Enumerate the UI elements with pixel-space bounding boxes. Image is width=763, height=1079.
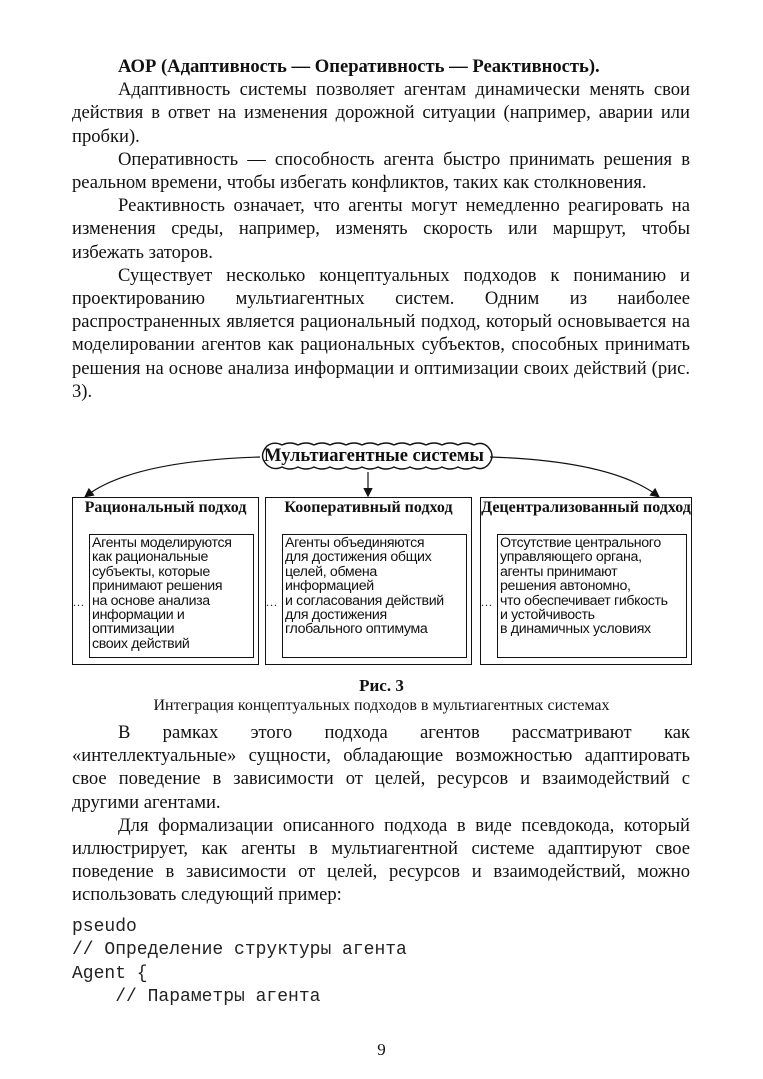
figure-diagram — [72, 441, 692, 671]
bottom-text-block — [72, 721, 690, 907]
box-decentralized-text: Отсутствие центрального управляющего органа, агенты принимают решения автономно, что обеспечивает гибкость и устойчивость в динамичных условиях — [497, 534, 687, 658]
code-line: // Параметры агента — [72, 987, 321, 1008]
dotted-connector: ... — [481, 595, 493, 609]
box-rational — [72, 497, 259, 665]
paragraph-operativity: Оперативность — способность агента быстро принимать решения в реальном времени, чтобы избегать конфликтов, таких как столкновения. — [72, 148, 690, 194]
pseudocode-block — [72, 916, 407, 1010]
code-line: pseudo — [72, 917, 137, 937]
box-decentralized — [480, 497, 692, 665]
dotted-connector: ... — [73, 595, 85, 609]
box-rational-text: Агенты моделируются как рациональные субъекты, которые принимают решения на основе анализа информации и оптимизации своих действий — [89, 534, 254, 658]
arrow-to-rational — [86, 457, 260, 496]
box-cooperative — [265, 497, 472, 665]
box-decentralized-title: Децентрализованный подход — [481, 499, 691, 516]
code-line: Agent { — [72, 963, 148, 984]
code-line: // Определение структуры агента — [72, 940, 407, 961]
box-cooperative-title: Кооперативный подход — [284, 499, 453, 516]
paragraph-intelligent-agents: В рамках этого подхода агентов рассматривают как «интеллектуальные» сущности, обладающие возможностью адаптировать свое поведение в зависимости от целей, ресурсов и взаимодействий с другими агентами. — [72, 722, 690, 813]
diagram-root-label: Мультиагентные системы — [264, 446, 484, 466]
paragraph-pseudocode-intro: Для формализации описанного подхода в виде псевдокода, который иллюстрирует, как агенты в мультиагентной системе адаптируют свое поведение в зависимости от целей, ресурсов и взаимодействий, можно использовать следующий пример: — [72, 814, 690, 906]
top-text-block — [72, 55, 690, 403]
box-cooperative-text: Агенты объединяются для достижения общих целей, обмена информацией и согласования действий для достижения глобального оптимума — [282, 534, 467, 658]
paragraph-reactivity: Реактивность означает, что агенты могут немедленно реагировать на изменения среды, например, изменять скорость или маршрут, чтобы избежать заторов. — [72, 195, 690, 263]
page-number: 9 — [377, 1040, 386, 1059]
section-heading: АОР (Адаптивность — Оперативность — Реактивность). — [118, 56, 600, 77]
paragraph-approaches: Существует несколько концептуальных подходов к пониманию и проектированию мультиагентных систем. Одним из наиболее распространенных является рациональный подход, который основывается на моделировании агентов как рациональных субъектов, способных принимать решения на основе анализа информации и оптимизации своих действий (рис. 3). — [72, 264, 690, 402]
paragraph-adaptivity: Адаптивность системы позволяет агентам динамически менять свои действия в ответ на изменения дорожной ситуации (например, аварии или пробки). — [72, 79, 690, 147]
arrow-to-decentralized — [490, 457, 658, 496]
box-rational-title: Рациональный подход — [84, 499, 247, 516]
figure-caption: Интеграция концептуальных подходов в мультиагентных системах — [153, 697, 610, 714]
dotted-connector: ... — [266, 595, 278, 609]
figure-label: Рис. 3 — [359, 676, 404, 695]
